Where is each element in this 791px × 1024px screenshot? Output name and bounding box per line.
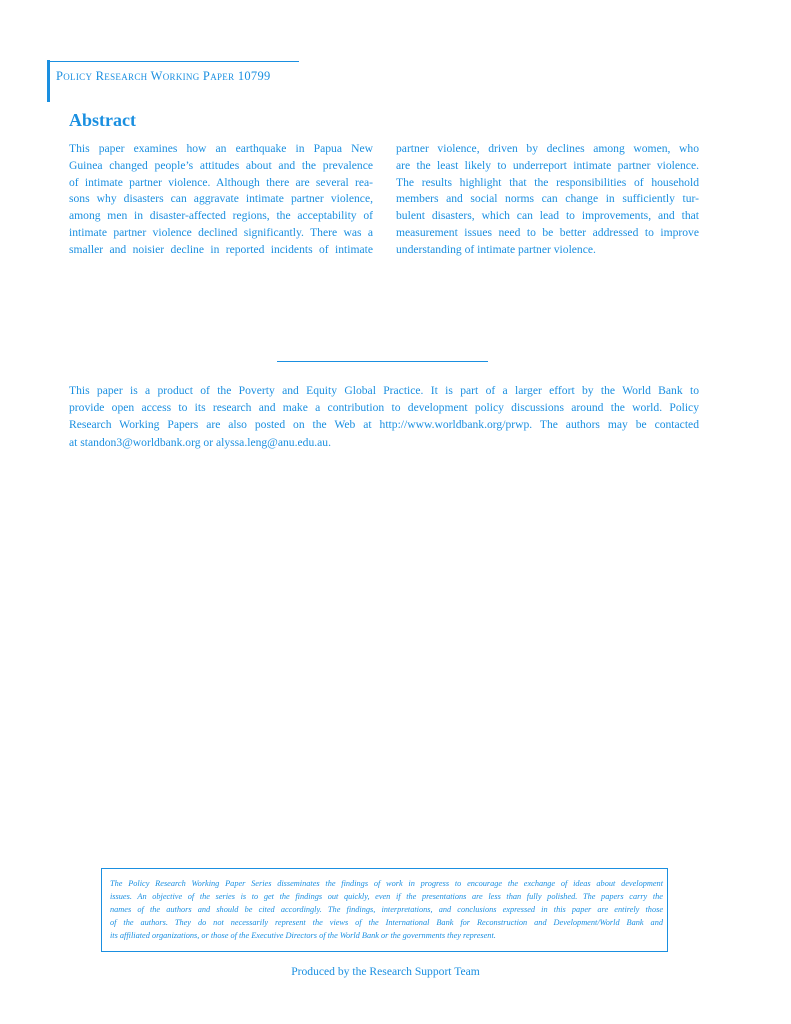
info-line: provide open access to its research and make a contribution to development policy discussions around the world. Policy [69, 401, 699, 415]
abstract-right-column [396, 141, 699, 259]
abstract-line: among men in disaster-affected regions, the acceptability of [69, 209, 373, 223]
paper-info [69, 382, 699, 451]
abstract-left-column [69, 141, 373, 259]
info-line: Research Working Papers are also posted on the Web at http://www.worldbank.org/prwp. The authors may be contacted [69, 418, 699, 432]
abstract-line: are the least likely to underreport intimate partner violence. [396, 158, 699, 172]
abstract-line: partner violence, driven by declines among women, who [396, 142, 699, 155]
abstract-line: smaller and noisier decline in reported incidents of intimate [69, 242, 373, 256]
produced-by: Produced by the Research Support Team [291, 965, 480, 978]
disclaimer-line: The Policy Research Working Paper Series disseminates the findings of work in progress to encourage the exchange of ideas about development [110, 879, 663, 888]
disclaimer-line: its affiliated organizations, or those of the Executive Directors of the World Bank or the governments they represent. [110, 931, 496, 940]
disclaimer-line: of the authors. They do not necessarily represent the views of the International Bank for Reconstruction and Development/World Bank and [110, 918, 663, 927]
abstract-line: sons why disasters can aggravate intimate partner violence, [69, 192, 373, 206]
abstract-line: Guinea changed people’s attitudes about and the prevalence [69, 158, 373, 172]
abstract-heading: Abstract [69, 110, 136, 130]
abstract-line: bulent disasters, which can lead to improvements, and that [396, 209, 699, 223]
abstract-line: members and social norms can change in sufficiently tur- [396, 192, 699, 206]
abstract-line: This paper examines how an earthquake in Papua New [69, 142, 373, 155]
disclaimer-text [110, 877, 663, 942]
abstract-line: of intimate partner violence. Although there are several rea- [69, 175, 373, 189]
info-line: at standon3@worldbank.org or alyssa.leng@anu.edu.au. [69, 435, 331, 449]
header-rule [47, 61, 299, 62]
series-title: Policy Research Working Paper 10799 [56, 69, 271, 83]
disclaimer-line: names of the authors and should be cited accordingly. The findings, interpretations, and conclusions expressed in this paper are entirely those [110, 905, 663, 914]
disclaimer-line: issues. An objective of the series is to get the findings out quickly, even if the presentations are less than fully polished. The papers carry the [110, 892, 663, 901]
section-divider [277, 361, 488, 362]
abstract-line: understanding of intimate partner violence. [396, 242, 596, 256]
abstract-line: measurement issues need to be better addressed to improve [396, 225, 699, 239]
abstract-line: The results highlight that the responsibilities of household [396, 175, 699, 189]
info-line: This paper is a product of the Poverty and Equity Global Practice. It is part of a larger effort by the World Bank to [69, 384, 699, 397]
abstract-line: intimate partner violence declined significantly. There was a [69, 225, 373, 239]
header-accent-bar [47, 60, 50, 102]
